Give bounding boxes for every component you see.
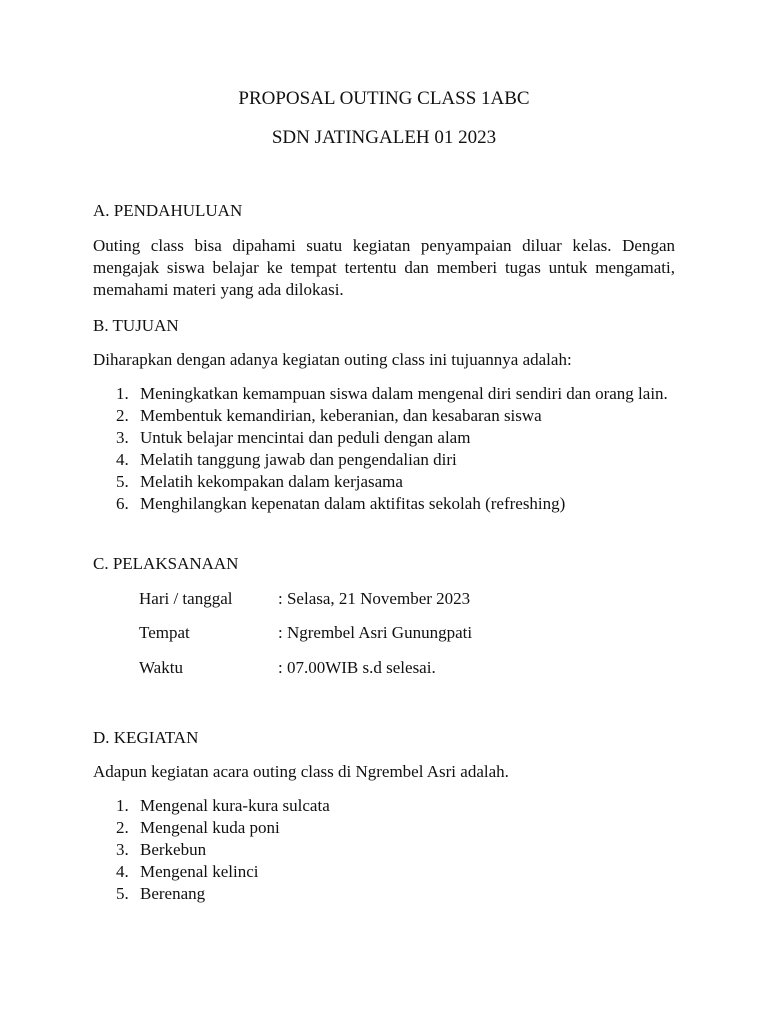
section-a-heading: A. PENDAHULUAN — [93, 201, 243, 220]
list-number: 5. — [116, 472, 129, 491]
list-item — [93, 493, 675, 515]
section-b-intro: Diharapkan dengan adanya kegiatan outing class ini tujuannya adalah: — [93, 350, 572, 369]
list-item — [93, 427, 675, 449]
section-c-heading: C. PELAKSANAAN — [93, 554, 239, 573]
list-number: 3. — [116, 428, 129, 447]
list-item — [93, 861, 675, 883]
list-text: Melatih tanggung jawab dan pengendalian diri — [140, 450, 457, 469]
list-number: 2. — [116, 818, 129, 837]
detail-value: : Ngrembel Asri Gunungpati — [278, 623, 473, 642]
list-text: Mengenal kelinci — [140, 862, 259, 881]
list-text: Melatih kekompakan dalam kerjasama — [140, 472, 403, 491]
list-text: Mengenal kura-kura sulcata — [140, 796, 330, 815]
list-item — [93, 383, 675, 405]
list-number: 5. — [116, 884, 129, 903]
detail-label: Hari / tanggal — [139, 589, 233, 608]
list-item — [93, 883, 675, 905]
list-text: Membentuk kemandirian, keberanian, dan kesabaran siswa — [140, 406, 542, 425]
section-b-heading: B. TUJUAN — [93, 316, 179, 335]
list-number: 1. — [116, 384, 129, 403]
list-text: Berenang — [140, 884, 206, 903]
list-item — [93, 839, 675, 861]
list-text: Berkebun — [140, 840, 207, 859]
section-d-intro: Adapun kegiatan acara outing class di Ngrembel Asri adalah. — [93, 762, 509, 781]
detail-label: Waktu — [139, 658, 183, 677]
list-item — [93, 817, 675, 839]
detail-row-time — [139, 657, 436, 679]
detail-value: : 07.00WIB s.d selesai. — [278, 658, 436, 677]
list-item — [93, 405, 675, 427]
list-item — [93, 471, 675, 493]
detail-value: : Selasa, 21 November 2023 — [278, 589, 471, 608]
list-text: Untuk belajar mencintai dan peduli dengan alam — [140, 428, 471, 447]
list-number: 4. — [116, 450, 129, 469]
activities-list — [93, 795, 675, 905]
section-a-body: Outing class bisa dipahami suatu kegiatan penyampaian diluar kelas. Dengan mengajak siswa belajar ke tempat tertentu dan memberi tugas untuk mengamati, memahami materi yang ada dilokasi. — [93, 236, 675, 299]
list-text: Meningkatkan kemampuan siswa dalam mengenal diri sendiri dan orang lain. — [140, 384, 668, 403]
detail-row-date — [139, 588, 470, 610]
objectives-list — [93, 383, 675, 515]
list-number: 2. — [116, 406, 129, 425]
list-item — [93, 795, 675, 817]
list-item — [93, 449, 675, 471]
list-number: 1. — [116, 796, 129, 815]
document-subtitle: SDN JATINGALEH 01 2023 — [271, 127, 497, 148]
list-text: Menghilangkan kepenatan dalam aktifitas sekolah (refreshing) — [140, 494, 566, 513]
list-number: 4. — [116, 862, 129, 881]
list-number: 3. — [116, 840, 129, 859]
detail-label: Tempat — [139, 623, 190, 642]
document-title: PROPOSAL OUTING CLASS 1ABC — [238, 88, 530, 109]
section-d-heading: D. KEGIATAN — [93, 728, 199, 747]
list-number: 6. — [116, 494, 129, 513]
detail-row-place — [139, 622, 472, 644]
list-text: Mengenal kuda poni — [140, 818, 280, 837]
